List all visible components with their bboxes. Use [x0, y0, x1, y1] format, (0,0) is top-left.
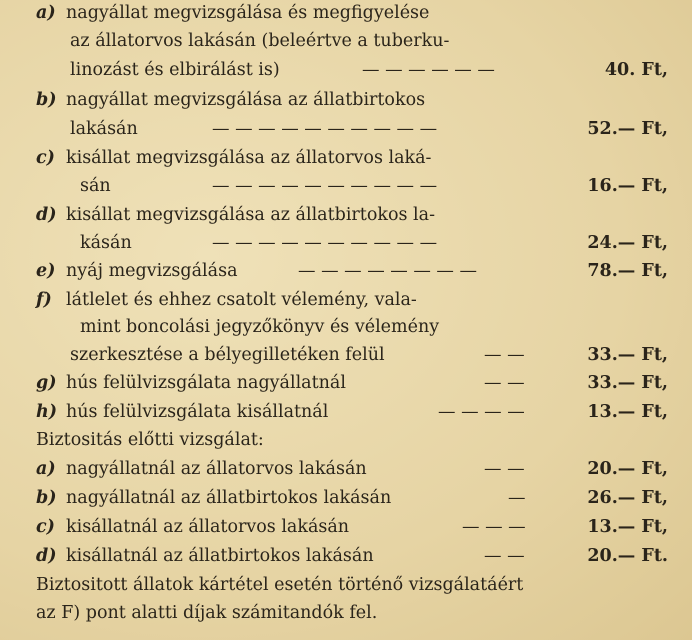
- item-text: kisállat megvizsgálása az állatbirtokos la-: [66, 205, 435, 225]
- leader-dashes: — — — — — — — — — —: [212, 176, 438, 196]
- item-letter: b): [36, 90, 57, 110]
- item-letter: a): [36, 459, 56, 479]
- item-text: hús felülvizsgálata nagyállatnál: [66, 373, 346, 393]
- item-text: kisállat megvizsgálása az állatorvos laká-: [66, 148, 432, 168]
- item-text: nagyállatnál az állatbirtokos lakásán: [66, 488, 392, 508]
- item-price: 24.— Ft,: [587, 233, 668, 253]
- item-text: mint boncolási jegyzőkönyv és vélemény: [80, 317, 440, 337]
- item-letter: e): [36, 261, 56, 281]
- item-text: kásán: [80, 233, 132, 253]
- item-letter: d): [36, 546, 57, 566]
- leader-dashes: — — — — — — — — — —: [212, 233, 438, 253]
- section-heading: Biztositás előtti vizsgálat:: [36, 430, 264, 450]
- item-text: linozást és elbirálást is): [70, 60, 280, 80]
- leader-dashes: — —: [484, 459, 525, 479]
- leader-dashes: — — — — — —: [362, 60, 495, 80]
- leader-dashes: —: [508, 488, 526, 508]
- item-price: 33.— Ft,: [587, 345, 668, 365]
- item-text: nagyállat megvizsgálása az állatbirtokos: [66, 90, 426, 110]
- item-price: 13.— Ft,: [587, 517, 668, 537]
- item-letter: f): [36, 290, 52, 310]
- item-text: hús felülvizsgálata kisállatnál: [66, 402, 329, 422]
- closing-note: Biztositott állatok kártétel esetén történő vizsgálatáért: [36, 575, 524, 595]
- item-text: sán: [80, 176, 111, 196]
- item-letter: b): [36, 488, 57, 508]
- item-price: 78.— Ft,: [587, 261, 668, 281]
- item-text: nyáj megvizsgálása: [66, 261, 238, 281]
- item-price: 26.— Ft,: [587, 488, 668, 508]
- leader-dashes: — — —: [462, 517, 526, 537]
- item-text: az állatorvos lakásán (beleértve a tuberku-: [70, 31, 450, 51]
- leader-dashes: — —: [484, 373, 525, 393]
- item-text: nagyállatnál az állatorvos lakásán: [66, 459, 367, 479]
- item-price: 20.— Ft.: [587, 546, 668, 566]
- item-text: szerkesztése a bélyegilletéken felül: [70, 345, 385, 365]
- item-price: 16.— Ft,: [587, 176, 668, 196]
- item-price: 33.— Ft,: [587, 373, 668, 393]
- leader-dashes: — — — —: [438, 402, 525, 422]
- item-price: 20.— Ft,: [587, 459, 668, 479]
- item-letter: c): [36, 517, 55, 537]
- leader-dashes: — — — — — — — —: [298, 261, 477, 281]
- leader-dashes: — — — — — — — — — —: [212, 119, 438, 139]
- item-letter: c): [36, 148, 55, 168]
- item-letter: d): [36, 205, 57, 225]
- item-text: lakásán: [70, 119, 138, 139]
- item-price: 13.— Ft,: [587, 402, 668, 422]
- item-text: látlelet és ehhez csatolt vélemény, vala-: [66, 290, 417, 310]
- item-price: 52.— Ft,: [587, 119, 668, 139]
- item-text: nagyállat megvizsgálása és megfigyelése: [66, 3, 430, 23]
- closing-note: az F) pont alatti díjak számitandók fel.: [36, 603, 378, 623]
- leader-dashes: — —: [484, 345, 525, 365]
- leader-dashes: — —: [484, 546, 525, 566]
- item-text: kisállatnál az állatbirtokos lakásán: [66, 546, 374, 566]
- item-letter: a): [36, 3, 56, 23]
- item-price: 40. Ft,: [604, 60, 668, 80]
- item-letter: g): [36, 373, 57, 393]
- item-letter: h): [36, 402, 58, 422]
- item-text: kisállatnál az állatorvos lakásán: [66, 517, 350, 537]
